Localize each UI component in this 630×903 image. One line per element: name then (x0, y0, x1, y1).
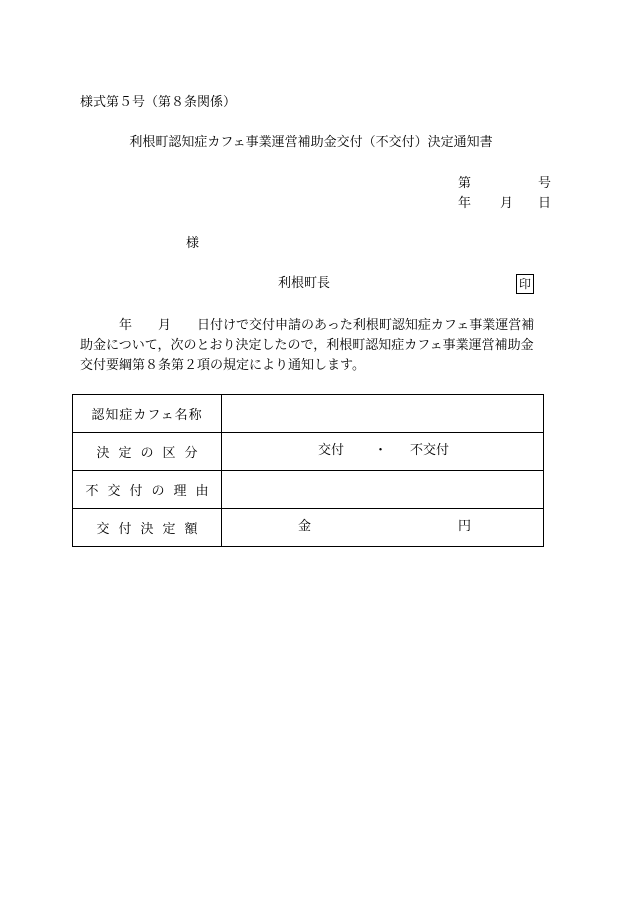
amount-prefix: 金 (298, 519, 312, 534)
document-title: 利根町認知症カフェ事業運営補助金交付（不交付）決定通知書 (129, 135, 493, 150)
decision-no-grant: 不交付 (410, 443, 450, 458)
number-prefix: 第 (458, 176, 472, 191)
amount-unit: 円 (458, 519, 472, 534)
body-line-3: 交付要綱第８条第２項の規定により通知します。 (80, 358, 365, 373)
body-line-1: 年 月 日付けで交付申請のあった利根町認知症カフェ事業運営補 (80, 318, 535, 333)
table-row (73, 471, 544, 509)
decision-grant: 交付 (318, 443, 345, 458)
addressee-honorific: 様 (186, 236, 200, 251)
decision-separator: ・ (374, 443, 388, 458)
date-day: 日 (537, 196, 551, 211)
date-year: 年 (458, 196, 472, 211)
table-row (73, 433, 544, 471)
decision-type-label: 決定の区分 (73, 433, 222, 471)
decision-table (72, 394, 544, 547)
table-row (73, 509, 544, 547)
notice-body (80, 316, 570, 376)
form-number: 様式第５号（第８条関係） (80, 95, 237, 110)
decision-type-value (222, 433, 544, 471)
cafe-name-label: 認知症カフェ名称 (73, 395, 222, 433)
grant-amount-value (222, 509, 544, 547)
issuer-name: 利根町長 (278, 276, 331, 291)
table-row (73, 395, 544, 433)
body-line-2: 助金について，次のとおり決定したので，利根町認知症カフェ事業運営補助金 (80, 338, 534, 353)
grant-amount-label: 交付決定額 (73, 509, 222, 547)
date-month: 月 (500, 196, 514, 211)
number-suffix: 号 (537, 176, 551, 191)
no-grant-reason-label: 不交付の理由 (73, 471, 222, 509)
no-grant-reason-value (222, 471, 544, 509)
cafe-name-value (222, 395, 544, 433)
document-number-line (458, 176, 551, 192)
seal-mark: 印 (516, 274, 534, 294)
document-date-line (458, 196, 551, 212)
